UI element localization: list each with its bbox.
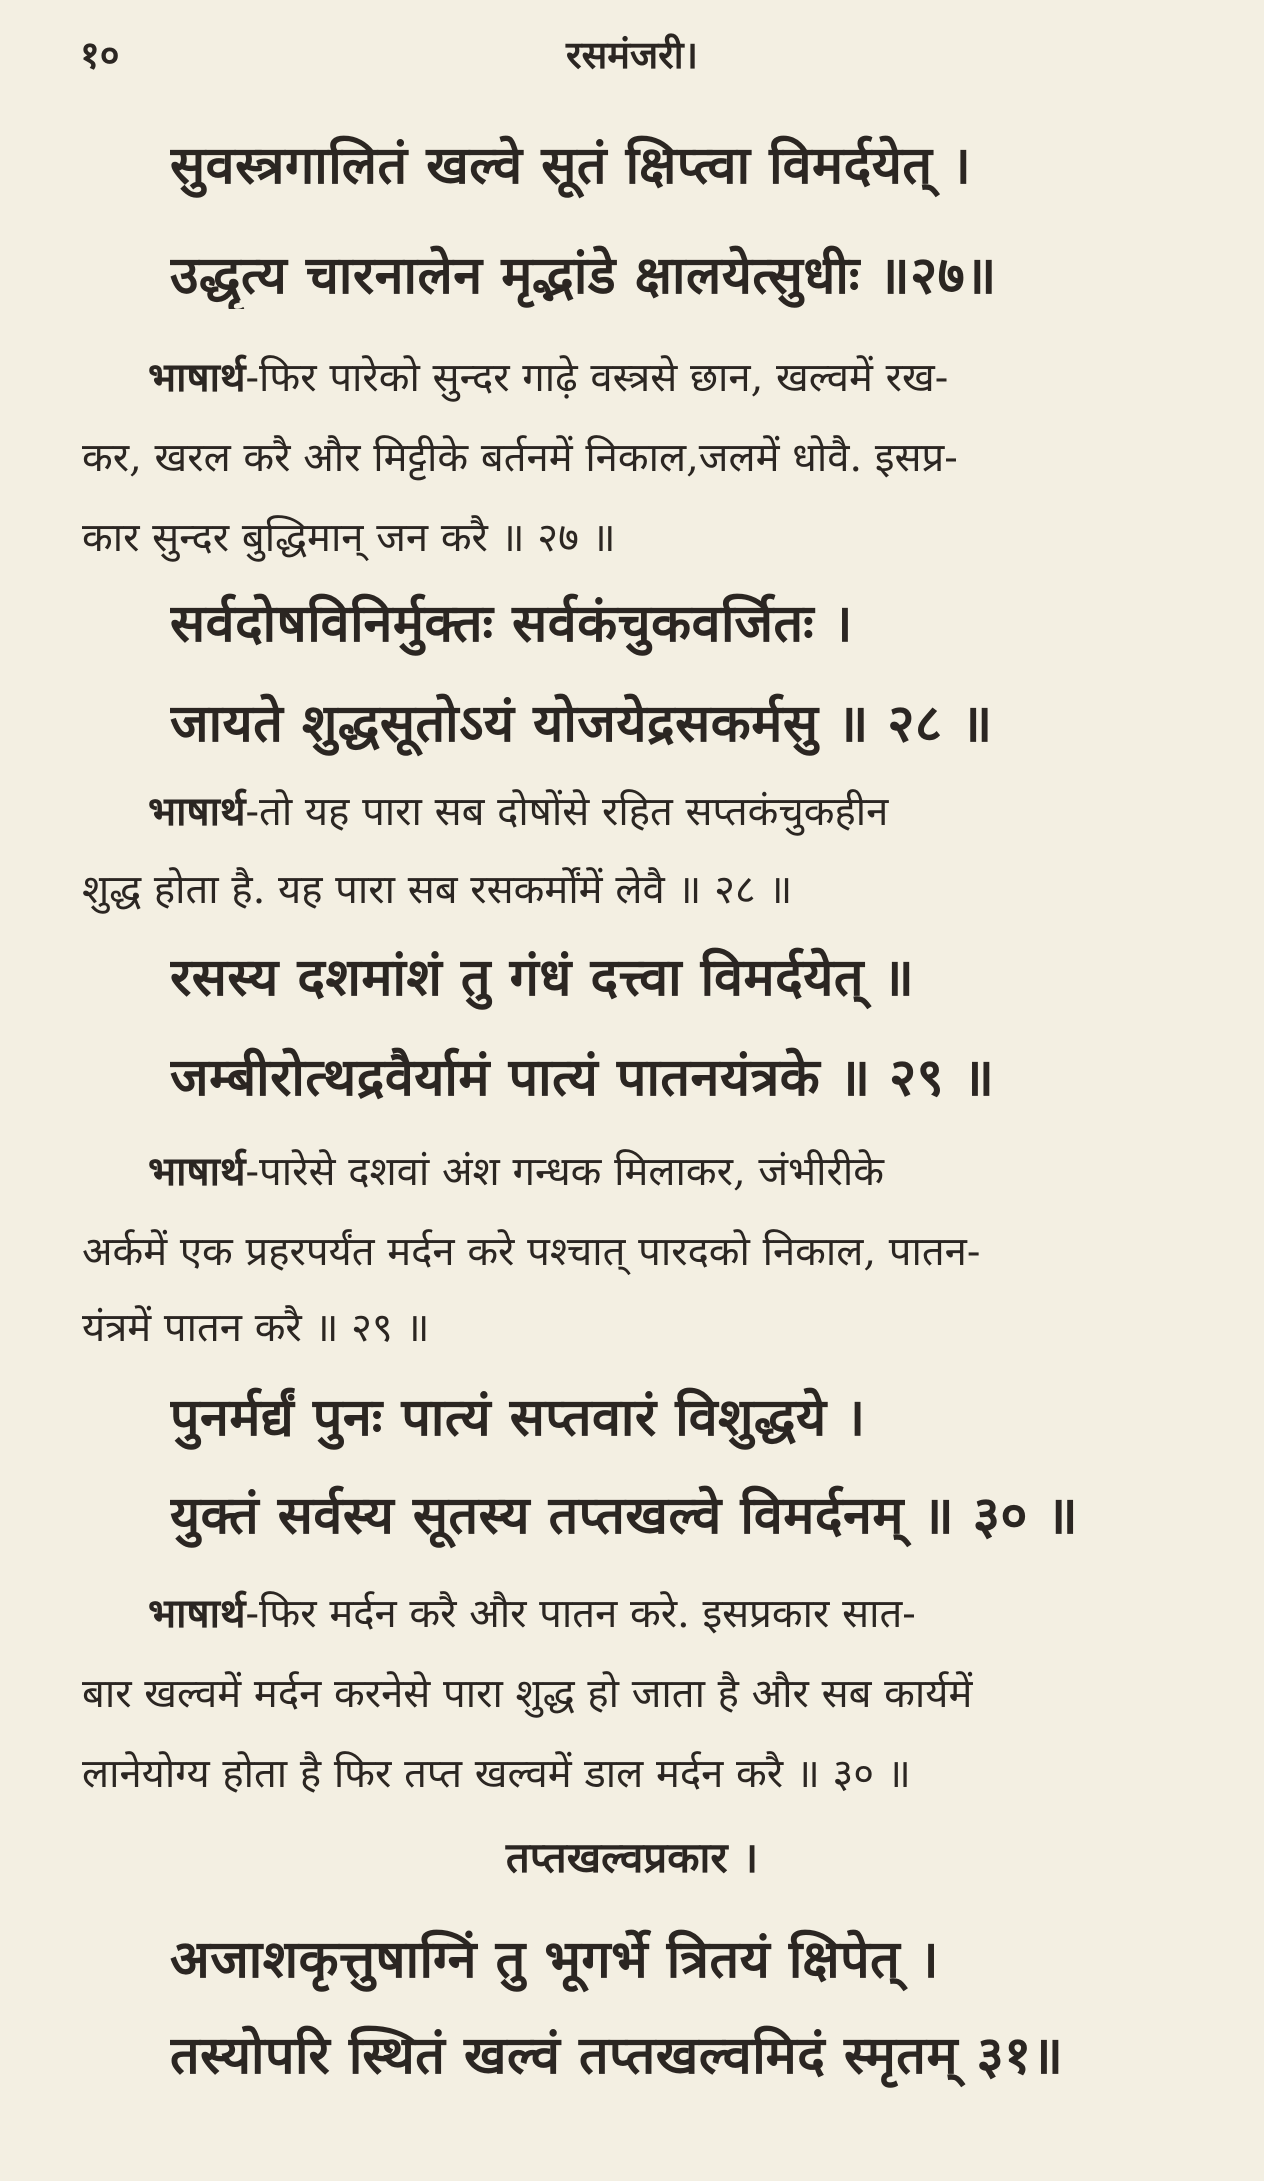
verse-line [170,2018,1200,2089]
section-heading-text: तप्तखल्वप्रकार । [505,1833,759,1882]
commentary-text: शुद्ध होता है. यह पारा सब रसकर्मोंमें लेवै ॥ २८ ॥ [82,867,793,913]
verse-line [170,586,1200,657]
commentary-label: भाषार्थ [148,1148,246,1195]
verse-text: उद्धृत्य चारनालेन मृद्भांडे क्षालयेत्सुधीः ॥२७॥ [170,245,997,306]
section-heading [0,1828,1264,1885]
commentary-line [82,1298,1208,1353]
commentary-text: कार सुन्दर बुद्धिमान् जन करै ॥ २७ ॥ [82,515,616,561]
commentary-text: -फिर पारेको सुन्दर गाढ़े वस्त्रसे छान, खल्वमें रख- [245,355,949,401]
verse-text: अजाशकृत्तुषाग्निं तु भूगर्भे त्रितयं क्षिपेत् । [170,1929,940,1990]
commentary-text: -पारेसे दशवां अंश गन्धक मिलाकर, जंभीरीके [245,1149,884,1195]
verse-text: पुनर्मर्द्यं पुनः पात्यं सप्तवारं विशुद्धये । [170,1387,866,1448]
verse-text: युक्तं सर्वस्य सूतस्य तप्तखल्वे विमर्दनम् ॥ ३० ॥ [170,1485,1079,1546]
verse-text: सर्वदोषविनिर्मुक्तः सर्वकंचुकवर्जितः । [170,593,853,654]
commentary-text: अर्कमें एक प्रहरपर्यंत मर्दन करे पश्चात् पारदको निकाल, पातन- [82,1229,981,1275]
page-header [70,28,1194,88]
verse-line [170,128,1200,199]
verse-text: तस्योपरि स्थितं खल्वं तप्तखल्वमिदं स्मृतम् ३१॥ [170,2025,1064,2086]
verse-text: रसस्य दशमांशं तु गंधं दत्त्वा विमर्दयेत् ॥ [170,947,915,1008]
running-title: रसमंजरी। [566,32,698,77]
commentary-text: लानेयोग्य होता है फिर तप्त खल्वमें डाल मर्दन करै ॥ ३० ॥ [82,1751,911,1797]
verse-text: सुवस्त्रगालितं खल्वे सूतं क्षिप्त्वा विमर्दयेत् । [170,135,972,196]
commentary-line [148,782,1208,837]
commentary-label: भाषार्थ [148,788,246,835]
commentary-line [148,348,1208,403]
commentary-label: भाषार्थ [148,354,246,401]
verse-line [170,238,1200,309]
verse-text: जम्बीरोत्थद्रवैर्यामं पात्यं पातनयंत्रके ॥ २९ ॥ [170,1047,995,1108]
commentary-line [148,1584,1208,1639]
commentary-line [148,1142,1208,1197]
verse-line [170,1478,1200,1549]
commentary-line [82,428,1208,483]
commentary-text: यंत्रमें पातन करै ॥ २९ ॥ [82,1305,430,1351]
verse-line [170,1380,1200,1451]
commentary-line [82,1664,1208,1719]
commentary-label: भाषार्थ [148,1590,246,1637]
commentary-text: बार खल्वमें मर्दन करनेसे पारा शुद्ध हो जाता है और सब कार्यमें [82,1671,973,1717]
verse-text: जायते शुद्धसूतोऽयं योजयेद्रसकर्मसु ॥ २८ ॥ [170,693,993,754]
verse-line [170,1040,1200,1111]
commentary-text: -फिर मर्दन करै और पातन करे. इसप्रकार सात- [245,1591,916,1637]
page-number: १० [80,32,120,77]
commentary-line [82,860,1208,915]
commentary-text: -तो यह पारा सब दोषोंसे रहित सप्तकंचुकहीन [245,789,889,835]
commentary-line [82,1222,1208,1277]
verse-line [170,940,1200,1011]
verse-line [170,1922,1200,1993]
commentary-line [82,508,1208,563]
verse-line [170,686,1200,757]
commentary-text: कर, खरल करै और मिट्टीके बर्तनमें निकाल,जलमें धोवै. इसप्र- [82,435,958,481]
commentary-line [82,1744,1208,1799]
